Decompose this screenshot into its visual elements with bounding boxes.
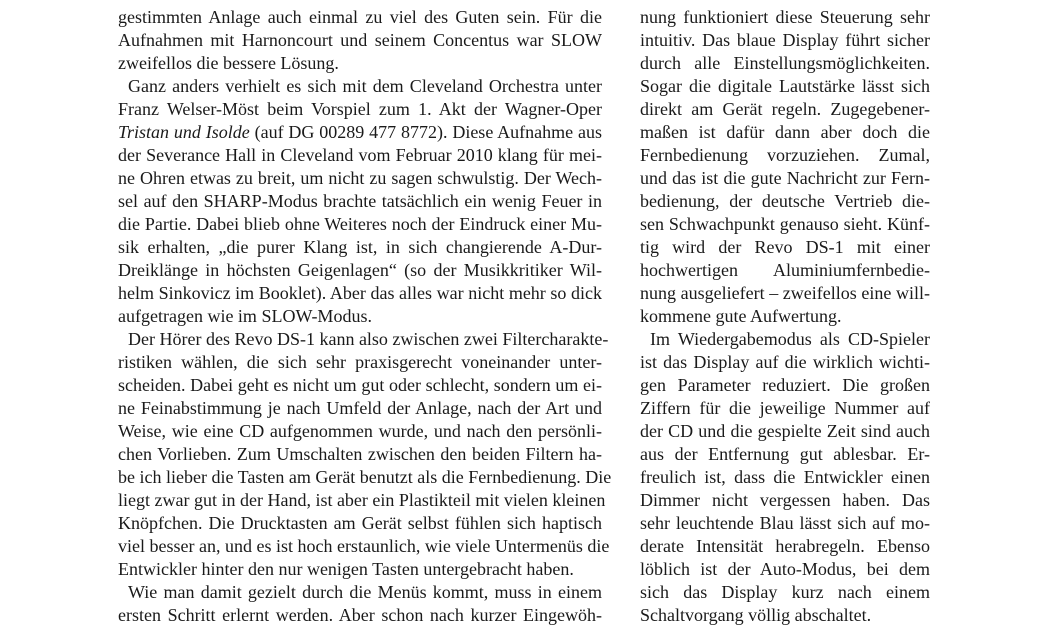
text-line: scheiden. Dabei geht es nicht um gut oder schlecht, sondern um ei- [118, 375, 602, 395]
text-line: Tristan und Isolde (auf DG 00289 477 8772). Diese Aufnahme aus [118, 122, 602, 142]
text-line: kommene gute Aufwertung. [640, 306, 842, 326]
text-line: tig wird der Revo DS-1 mit einer [640, 237, 930, 257]
text-line: sen Schwachpunkt genauso sieht. Künf- [640, 214, 930, 234]
text-line: Fernbedienung vorzuziehen. Zumal, [640, 145, 930, 165]
text-line: ristiken wählen, die sich sehr praxisgerecht voneinander unter- [118, 352, 602, 372]
text-line: Ziffern für die jeweilige Nummer auf [640, 398, 930, 418]
text-line: aufgetragen wie im SLOW-Modus. [118, 306, 372, 326]
text-line: maßen ist dafür dann aber doch die [640, 122, 930, 142]
left-text-column [118, 6, 612, 627]
text-line: Knöpfchen. Die Drucktasten am Gerät selbst fühlen sich haptisch [118, 513, 602, 533]
text-line: sehr leuchtende Blau lässt sich auf mo- [640, 513, 930, 533]
text-line: Entwickler hinter den nur wenigen Tasten untergebracht haben. [118, 559, 574, 579]
text-line: hochwertigen Aluminiumfernbedie- [640, 260, 930, 280]
text-line: löblich ist der Auto-Modus, bei dem [640, 559, 930, 579]
text-line: liegt zwar gut in der Hand, ist aber ein Plastikteil mit vielen kleinen [118, 490, 606, 510]
text-line: gestimmten Anlage auch einmal zu viel des Guten sein. Für die [118, 7, 602, 27]
text-line: durch alle Einstellungsmöglichkeiten. [640, 53, 930, 73]
text-line: Ganz anders verhielt es sich mit dem Cleveland Orchestra unter [128, 76, 602, 96]
right-text-column [640, 6, 930, 627]
text-line: aus der Entfernung gut ablesbar. Er- [640, 444, 930, 464]
text-line: bedienung, der deutsche Vertrieb die- [640, 191, 930, 211]
text-line: Im Wiedergabemodus als CD-Spieler [650, 329, 930, 349]
text-line: ersten Schritt erlernt werden. Aber schon nach kurzer Eingewöh- [118, 605, 602, 625]
text-line: sik erhalten, „die purer Klang ist, in sich changierende A-Dur- [118, 237, 602, 257]
text-line: direkt am Gerät regeln. Zugegebener- [640, 99, 930, 119]
text-line: zweifellos die bessere Lösung. [118, 53, 339, 73]
text-line: freulich ist, dass die Entwickler einen [640, 467, 930, 487]
text-line: Franz Welser-Möst beim Vorspiel zum 1. Akt der Wagner-Oper [118, 99, 602, 119]
text-line: Aufnahmen mit Harnoncourt und seinem Concentus war SLOW [118, 30, 602, 50]
text-line: sel auf den SHARP-Modus brachte tatsächlich ein wenig Feuer in [118, 191, 602, 211]
text-line: derate Intensität herabregeln. Ebenso [640, 536, 930, 556]
text-line: viel besser an, und es ist hoch erstaunlich, wie viele Untermenüs die [118, 536, 610, 556]
text-line: die Partie. Dabei blieb ohne Weiteres noch der Eindruck einer Mu- [118, 214, 602, 234]
text-line: Wie man damit gezielt durch die Menüs kommt, muss in einem [128, 582, 602, 602]
text-line: der CD und die gespielte Zeit sind auch [640, 421, 930, 441]
text-line: ne Feinabstimmung je nach Umfeld der Anlage, nach der Art und [118, 398, 602, 418]
text-line: Weise, wie eine CD aufgenommen wurde, und nach den persönli- [118, 421, 602, 441]
text-line: gen Parameter reduziert. Die großen [640, 375, 930, 395]
text-line: und das ist die gute Nachricht zur Fern- [640, 168, 930, 188]
text-line: Sogar die digitale Lautstärke lässt sich [640, 76, 930, 96]
text-line: nung funktioniert diese Steuerung sehr [640, 7, 930, 27]
text-line: ist das Display auf die wirklich wichti- [640, 352, 930, 372]
text-line: helm Sinkovicz im Booklet). Aber das alles war nicht mehr so dick [118, 283, 602, 303]
text-line: be ich lieber die Tasten am Gerät benutzt als die Fernbedienung. Die [118, 467, 612, 487]
text-line: nung ausgeliefert – zweifellos eine will- [640, 283, 930, 303]
text-line: Der Hörer des Revo DS-1 kann also zwischen zwei Filtercharakte- [128, 329, 609, 349]
text-line: Dreiklänge in höchsten Geigenlagen“ (so der Musikkritiker Wil- [118, 260, 602, 280]
text-line: Dimmer nicht vergessen haben. Das [640, 490, 930, 510]
text-line: chen Vorlieben. Zum Umschalten zwischen den beiden Filtern ha- [118, 444, 602, 464]
text-line: Schaltvorgang völlig abschaltet. [640, 605, 872, 625]
text-line: sich das Display kurz nach einem [640, 582, 930, 602]
text-line: intuitiv. Das blaue Display führt sicher [640, 30, 930, 50]
text-line: ne Ohren etwas zu breit, um nicht zu sagen schwulstig. Der Wech- [118, 168, 602, 188]
italic-title: Tristan und Isolde [118, 122, 250, 142]
text-line: der Severance Hall in Cleveland vom Februar 2010 klang für mei- [118, 145, 602, 165]
